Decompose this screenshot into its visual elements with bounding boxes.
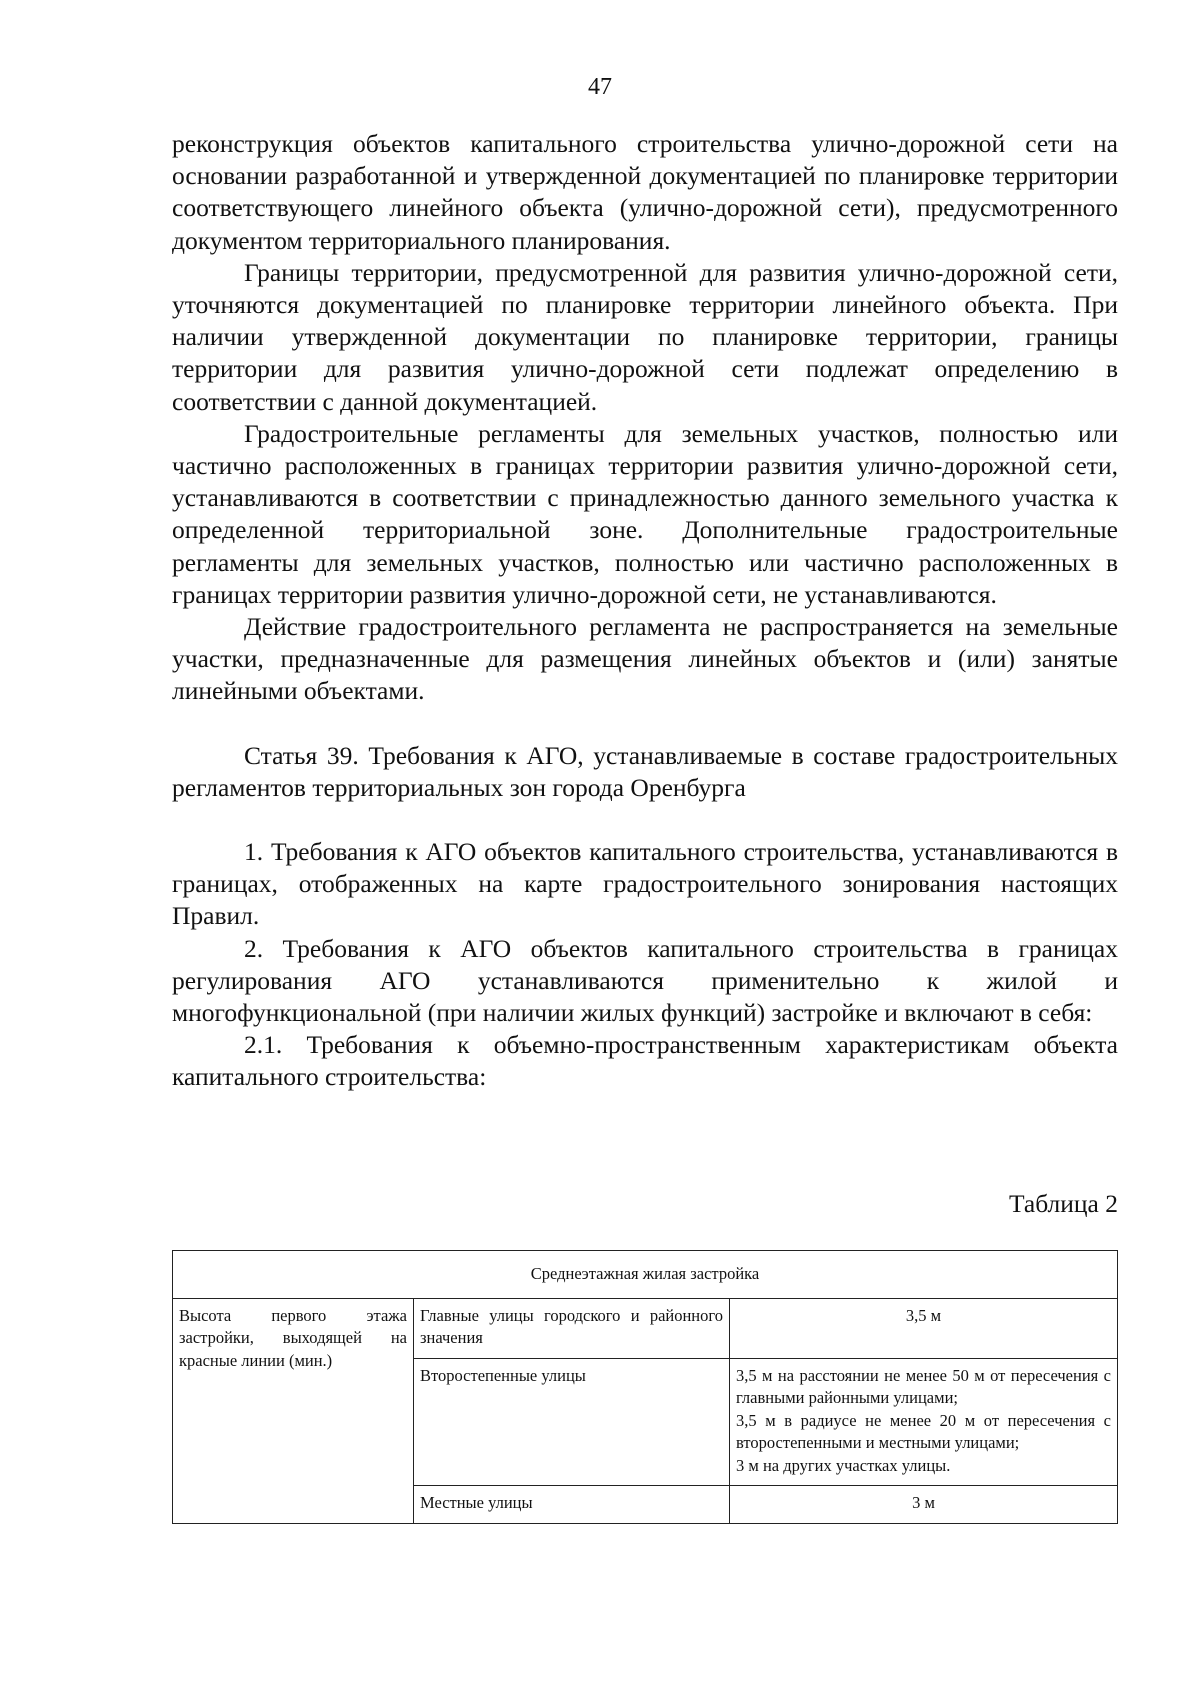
value-cell bbox=[730, 1358, 1118, 1486]
paragraph: Границы территории, предусмотренной для развития улично-дорожной сети, уточняются документацией по планировке территории линейного объекта. При наличии утвержденной документации по планировке территории, границы территории для развития улично-дорожной сети подлежат определению в соответствии с данной документацией. bbox=[172, 257, 1118, 416]
paragraph-continuation: реконструкция объектов капитального строительства улично-дорожной сети на основании разработанной и утвержденной документацией по планировке территории соответствующего линейного объекта (улично-дорожной сети), предусмотренного документом территориального планирования. bbox=[172, 129, 1118, 255]
requirements-table bbox=[172, 1250, 1118, 1524]
street-type-cell: Местные улицы bbox=[414, 1486, 730, 1524]
value-line: 3,5 м в радиусе не менее 20 м от пересечения с второстепенными и местными улицами; bbox=[736, 1410, 1111, 1452]
article-heading: Статья 39. Требования к АГО, устанавливаемые в составе градостроительных регламентов территориальных зон города Оренбурга bbox=[172, 740, 1118, 802]
street-type-cell: Второстепенные улицы bbox=[414, 1358, 730, 1486]
value-cell: 3,5 м bbox=[730, 1298, 1118, 1358]
paragraph: Действие градостроительного регламента не распространяется на земельные участки, предназначенные для размещения линейных объектов и (или) занятые линейными объектами. bbox=[172, 612, 1118, 706]
value-cell: 3 м bbox=[730, 1486, 1118, 1524]
table-header-row bbox=[173, 1251, 1118, 1299]
page-number: 47 bbox=[588, 74, 612, 100]
body-text bbox=[172, 128, 1118, 1094]
value-line: 3,5 м на расстоянии не менее 50 м от пересечения с главными районными улицами; bbox=[736, 1365, 1111, 1407]
street-type-cell: Главные улицы городского и районного значения bbox=[414, 1298, 730, 1358]
table-row bbox=[173, 1298, 1118, 1358]
paragraph: 2.1. Требования к объемно-пространственным характеристикам объекта капитального строительства: bbox=[172, 1030, 1118, 1092]
paragraph: 1. Требования к АГО объектов капитального строительства, устанавливаются в границах, отображенных на карте градостроительного зонирования настоящих Правил. bbox=[172, 837, 1118, 931]
paragraph: Градостроительные регламенты для земельных участков, полностью или частично расположенных в границах территории развития улично-дорожной сети, устанавливаются в соответствии с принадлежностью данного земельного участка к определенной территориальной зоне. Дополнительные градостроительные регламенты для земельных участков, полностью или частично расположенных в границах территории развития улично-дорожной сети, не устанавливаются. bbox=[172, 418, 1118, 609]
value-line: 3 м на других участках улицы. bbox=[736, 1455, 951, 1475]
paragraph: 2. Требования к АГО объектов капитального строительства в границах регулирования АГО устанавливаются применительно к жилой и многофункциональной (при наличии жилых функций) застройке и включают в себя: bbox=[172, 933, 1118, 1028]
table-caption: Таблица 2 bbox=[1008, 1189, 1118, 1218]
table-header-cell: Среднеэтажная жилая застройка bbox=[173, 1251, 1118, 1299]
row-label-cell: Высота первого этажа застройки, выходящей на красные линии (мин.) bbox=[173, 1298, 414, 1523]
